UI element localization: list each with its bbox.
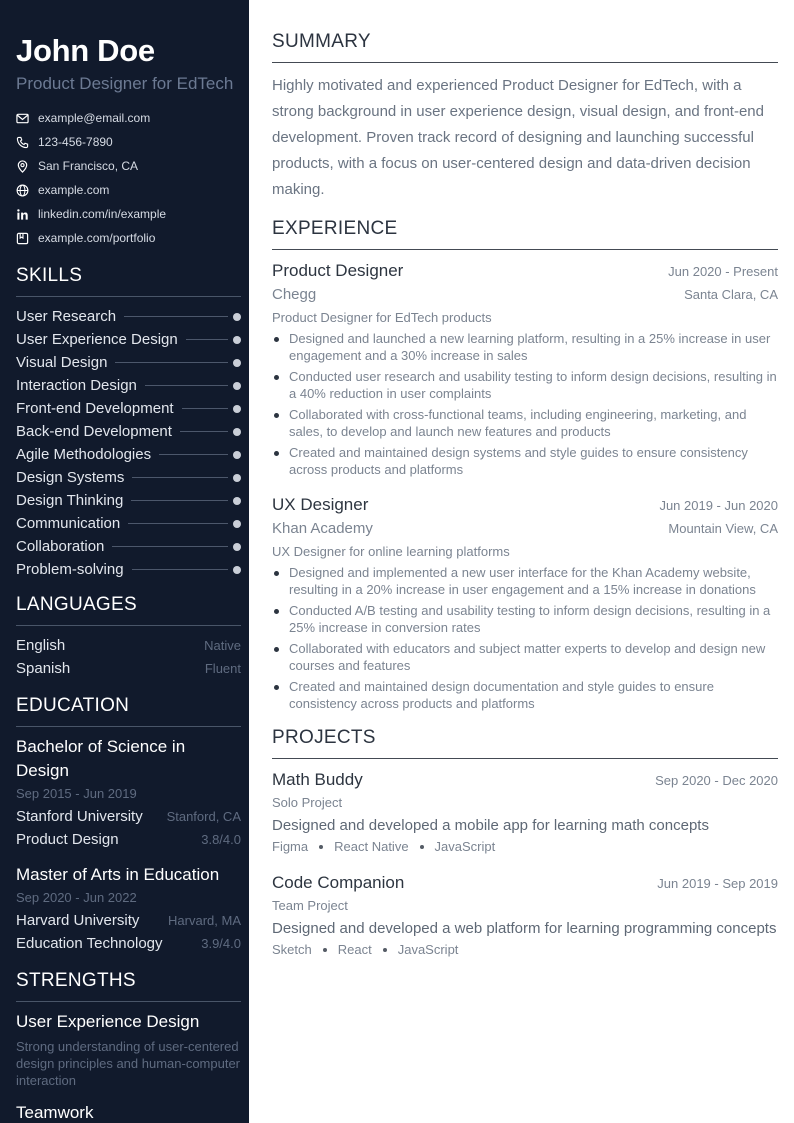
linkedin-icon <box>16 208 29 221</box>
project-dates: Jun 2019 - Sep 2019 <box>657 876 778 891</box>
phone-icon <box>16 136 29 149</box>
education-dates: Sep 2015 - Jun 2019 <box>16 786 137 801</box>
skills-heading: SKILLS <box>16 264 241 297</box>
languages-heading: LANGUAGES <box>16 593 241 626</box>
skill-item: Design Systems <box>16 466 241 489</box>
contact-linkedin-text: linkedin.com/in/example <box>38 207 167 221</box>
sidebar <box>0 0 249 1123</box>
skill-item: Design Thinking <box>16 489 241 512</box>
contact-portfolio[interactable] <box>16 226 241 250</box>
education-school: Harvard University <box>16 912 140 929</box>
job-company: Khan Academy <box>272 520 373 537</box>
project-tags <box>272 836 778 858</box>
skill-dot <box>233 359 241 367</box>
contact-phone[interactable] <box>16 130 241 154</box>
project-title: Code Companion <box>272 873 405 892</box>
language-item: Spanish Fluent <box>16 660 241 677</box>
skill-item: Back-end Development <box>16 420 241 443</box>
project-type: Solo Project <box>272 795 343 810</box>
skill-item: User Research <box>16 305 241 328</box>
language-item: English Native <box>16 637 241 654</box>
strength-title: User Experience Design <box>16 1012 200 1031</box>
strengths-heading: STRENGTHS <box>16 969 241 1002</box>
portfolio-icon <box>16 232 29 245</box>
projects-section <box>272 726 778 961</box>
person-name: John Doe <box>16 33 155 68</box>
strength-description: Strong understanding of user-centered design principles and human-computer interaction <box>16 1039 241 1088</box>
experience-heading: EXPERIENCE <box>272 217 778 250</box>
projects-heading: PROJECTS <box>272 726 778 759</box>
education-degree: Bachelor of Science in Design <box>16 737 186 780</box>
job-bullet: Conducted user research and usability testing to inform design decisions, resulting in a 40% reduction in user complaints <box>272 368 778 402</box>
contact-email[interactable] <box>16 106 241 130</box>
project-type: Team Project <box>272 898 348 913</box>
location-icon <box>16 160 29 173</box>
contact-portfolio-text: example.com/portfolio <box>38 231 156 245</box>
strength-item <box>16 1101 241 1123</box>
education-degree: Master of Arts in Education <box>16 865 220 884</box>
experience-item <box>272 259 778 478</box>
skill-item: Front-end Development <box>16 397 241 420</box>
experience-section <box>272 217 778 712</box>
skill-item: Agile Methodologies <box>16 443 241 466</box>
project-item <box>272 871 778 961</box>
languages-list <box>16 634 241 680</box>
experience-item <box>272 493 778 712</box>
skill-dot <box>233 336 241 344</box>
education-heading: EDUCATION <box>16 694 241 727</box>
skill-item: Communication <box>16 512 241 535</box>
education-gpa: 3.9/4.0 <box>201 936 241 951</box>
project-description: Designed and developed a mobile app for learning math concepts <box>272 817 709 834</box>
project-dates: Sep 2020 - Dec 2020 <box>655 773 778 788</box>
project-item <box>272 768 778 858</box>
education-location: Stanford, CA <box>166 809 241 824</box>
summary-heading: SUMMARY <box>272 30 778 63</box>
skill-dot <box>233 566 241 574</box>
education-item <box>16 735 241 851</box>
skill-dot <box>233 428 241 436</box>
skill-dot <box>233 313 241 321</box>
job-bullets <box>272 330 778 478</box>
skill-dot <box>233 474 241 482</box>
education-field: Education Technology <box>16 935 163 952</box>
job-location: Mountain View, CA <box>668 521 778 536</box>
education-item <box>16 863 241 955</box>
globe-icon <box>16 184 29 197</box>
contact-phone-text: 123-456-7890 <box>38 135 113 149</box>
education-dates: Sep 2020 - Jun 2022 <box>16 890 137 905</box>
strength-item <box>16 1010 241 1089</box>
project-tag: Sketch <box>272 942 312 957</box>
project-tag: Figma <box>272 839 309 854</box>
project-tag: React Native <box>334 839 409 854</box>
job-dates: Jun 2020 - Present <box>668 264 778 279</box>
skill-item: Problem-solving <box>16 558 241 581</box>
job-bullet: Created and maintained design documentation and style guides to ensure consistency across products and platforms <box>272 678 778 712</box>
contact-email-text: example@email.com <box>38 111 151 125</box>
job-location: Santa Clara, CA <box>684 287 778 302</box>
job-dates: Jun 2019 - Jun 2020 <box>659 498 778 513</box>
skill-dot <box>233 405 241 413</box>
job-bullet: Designed and launched a new learning platform, resulting in a 25% increase in user engagement and a 30% increase in sales <box>272 330 778 364</box>
skill-dot <box>233 382 241 390</box>
education-gpa: 3.8/4.0 <box>201 832 241 847</box>
job-title: UX Designer <box>272 495 369 514</box>
project-tag: React <box>337 942 372 957</box>
project-title: Math Buddy <box>272 770 363 789</box>
skill-dot <box>233 451 241 459</box>
strength-title: Teamwork <box>16 1103 94 1122</box>
skill-item: Interaction Design <box>16 374 241 397</box>
skill-dot <box>233 543 241 551</box>
contact-list <box>16 106 241 250</box>
project-description: Designed and developed a web platform for learning programming concepts <box>272 920 777 937</box>
skills-list <box>16 305 241 581</box>
job-description: UX Designer for online learning platforms <box>272 544 510 559</box>
project-tag: JavaScript <box>397 942 459 957</box>
person-title: Product Designer for EdTech <box>16 74 234 93</box>
job-company: Chegg <box>272 286 317 303</box>
contact-website-text: example.com <box>38 183 110 197</box>
job-bullet: Collaborated with cross-functional teams, including engineering, marketing, and sales, to develop and launch new features and products <box>272 406 778 440</box>
education-field: Product Design <box>16 831 119 848</box>
job-title: Product Designer <box>272 261 404 280</box>
skill-dot <box>233 520 241 528</box>
email-icon <box>16 112 29 125</box>
job-bullet: Designed and implemented a new user interface for the Khan Academy website, resulting in a 20% increase in user engagement and a 15% increase in donations <box>272 564 778 598</box>
project-tag: JavaScript <box>434 839 496 854</box>
contact-linkedin[interactable] <box>16 202 241 226</box>
project-tags <box>272 939 778 961</box>
job-bullets <box>272 564 778 712</box>
skill-item: Collaboration <box>16 535 241 558</box>
education-location: Harvard, MA <box>168 913 241 928</box>
job-bullet: Collaborated with educators and subject matter experts to develop and design new courses and features <box>272 640 778 674</box>
skill-item: Visual Design <box>16 351 241 374</box>
contact-location-text: San Francisco, CA <box>38 159 139 173</box>
skill-dot <box>233 497 241 505</box>
job-bullet: Created and maintained design systems and style guides to ensure consistency across products and platforms <box>272 444 778 478</box>
skill-item: User Experience Design <box>16 328 241 351</box>
contact-location <box>16 154 241 178</box>
contact-website[interactable] <box>16 178 241 202</box>
summary-text: Highly motivated and experienced Product Designer for EdTech, with a strong background in user experience design, visual design, and front-end development. Proven track record of designing and launching successful products, with a focus on user-centered design and data-driven decision making. <box>272 77 764 198</box>
main-content <box>249 0 794 1123</box>
education-school: Stanford University <box>16 808 143 825</box>
job-description: Product Designer for EdTech products <box>272 310 492 325</box>
job-bullet: Conducted A/B testing and usability testing to inform design decisions, resulting in a 25% increase in conversion rates <box>272 602 778 636</box>
